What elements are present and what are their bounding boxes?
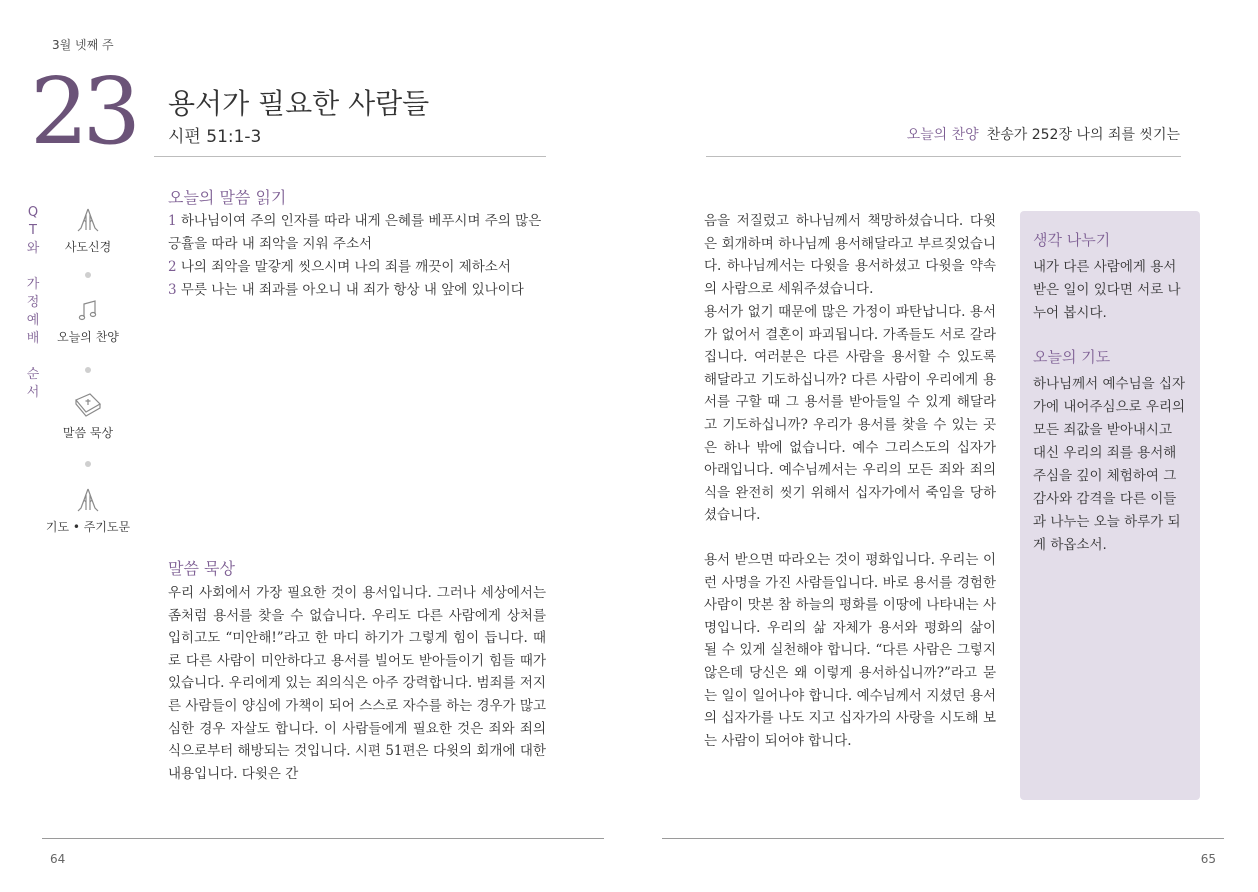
sidebar-item-label: 오늘의 찬양: [57, 330, 119, 344]
vertical-char: 서: [26, 385, 40, 400]
vertical-char: 와: [26, 241, 40, 256]
page-title: 용서가 필요한 사람들: [168, 87, 430, 120]
vertical-char: 예: [26, 313, 40, 328]
day-number: 23: [30, 58, 136, 165]
verse-number: 2: [168, 259, 177, 275]
verse: [168, 210, 548, 256]
sidebar-item-hymn: [48, 298, 128, 345]
sidebar-item-meditation: [48, 390, 128, 441]
sidebar-dot: [85, 461, 91, 467]
vertical-char: 배: [26, 331, 40, 346]
title-rule-left: [154, 156, 546, 157]
prayer-heading: 오늘의 기도: [1033, 348, 1111, 366]
vertical-char: T: [29, 223, 37, 238]
hymn-text: 찬송가 252장 나의 죄를 씻기는: [986, 127, 1180, 143]
verse: [168, 256, 548, 279]
footer-rule-left: [42, 838, 604, 839]
vertical-char: 순: [26, 367, 40, 382]
verse-number: 3: [168, 282, 177, 298]
page-number-right: 65: [1200, 852, 1216, 866]
sidebar-item-label: 말씀 묵상: [62, 426, 114, 440]
share-heading: 생각 나누기: [1033, 231, 1111, 249]
vertical-char: 가: [26, 277, 40, 292]
prayer-text: 하나님께서 예수님을 십자가에 내어주심으로 우리의 모든 죄값을 받아내시고 대신 우리의 죄를 용서해주심을 깊이 체험하여 그 감사와 감격을 다른 이들과 나누는 오늘 하루가 되게 하옵소서.: [1033, 376, 1186, 553]
footer-rule-right: [662, 838, 1224, 839]
sidebar-dot: [85, 367, 91, 373]
praying-hands-icon: [73, 486, 103, 514]
vertical-section-label: [24, 204, 42, 402]
meditation-text-right-1: 음을 저질렀고 하나님께서 책망하셨습니다. 다윗은 회개하며 하나님께 용서해달라고 부르짖었습니다. 하나님께서는 다윗을 용서하셨고 다윗을 약속의 사람으로 세워주셨습니다.: [704, 213, 996, 297]
hymn-label: 오늘의 찬양: [906, 127, 979, 143]
title-rule-right: [706, 156, 1181, 157]
verse-number: 1: [168, 213, 177, 229]
reading-heading: 오늘의 말씀 읽기: [168, 188, 287, 207]
sidebar-item-label: 사도신경: [64, 240, 112, 254]
music-note-icon: [75, 298, 101, 324]
sidebar-item-creed: [48, 206, 128, 255]
verse-text: 하나님이여 주의 인자를 따라 내게 은혜를 베푸시며 주의 많은 긍휼을 따라 내 죄악을 지워 주소서: [168, 213, 542, 252]
share-text: 내가 다른 사람에게 용서 받은 일이 있다면 서로 나누어 봅시다.: [1033, 259, 1181, 321]
meditation-text-right-2: 용서가 없기 때문에 많은 가정이 파탄납니다. 용서가 없어서 결혼이 파괴됩니다. 가족들도 서로 갈라집니다. 여러분은 다른 사람을 용서할 수 있도록 해달라고 기도하십니까? 다른 사람이 우리에게 용서를 구할 때 그 용서를 받아들일 수 있게 해달라고 기도하십니까? 우리가 용서를 찾을 수 있는 곳은 하나 밖에 없습니다. 예수 그리스도의 십자가 아래입니다. 예수님께서는 우리의 모든 죄와 죄의식을 완전히 씻기 위해서 십자가에서 죽임을 당하셨습니다.: [704, 304, 996, 524]
sidebar-dot: [85, 272, 91, 278]
vertical-char: Q: [27, 205, 39, 220]
bible-icon: [72, 390, 104, 420]
sidebar-item-label: 기도 • 주기도문: [45, 520, 131, 534]
meditation-text-right-3: 용서 받으면 따라오는 것이 평화입니다. 우리는 이런 사명을 가진 사람들입니다. 바로 용서를 경험한 사람이 맛본 참 하늘의 평화를 이땅에 나타내는 사명입니다. 우리의 삶 자체가 용서와 평화의 삶이 될 수 있게 실천해야 합니다. “다른 사람은 그렇지 않은데 당신은 왜 이렇게 용서하십니까?”라고 묻는 일이 일어나야 합니다. 예수님께서 지셨던 용서의 십자가를 나도 지고 십자가의 사랑을 시도해 보는 사람이 되어야 합니다.: [704, 552, 996, 749]
week-label: 3월 넷째 주: [52, 38, 114, 52]
vertical-char: 정: [26, 295, 40, 310]
verse-text: 나의 죄악을 말갛게 씻으시며 나의 죄를 깨끗이 제하소서: [176, 259, 511, 275]
scripture-reference: 시편 51:1-3: [168, 127, 262, 147]
verse-text: 무릇 나는 내 죄과를 아오니 내 죄가 항상 내 앞에 있나이다: [176, 282, 524, 298]
scripture-text: [168, 210, 548, 302]
hymn-line: [907, 124, 1180, 144]
sidebar-item-prayer: [44, 486, 132, 535]
praying-hands-icon: [73, 206, 103, 234]
meditation-heading: 말씀 묵상: [168, 559, 235, 578]
verse: [168, 279, 548, 302]
meditation-text-left: 우리 사회에서 가장 필요한 것이 용서입니다. 그러나 세상에서는 좀처럼 용서를 찾을 수 없습니다. 우리도 다른 사람에게 상처를 입히고도 “미안해!”라고 한 마디 하기가 그렇게 힘이 듭니다. 때로 다른 사람이 미안하다고 용서를 빌어도 받아들이기 힘들 때가 있습니다. 우리에게 있는 죄의식은 아주 강력합니다. 범죄를 저지른 사람들이 양심에 가책이 되어 스스로 자수를 하는 경우가 많고 심한 경우 자살도 합니다. 이 사람들에게 필요한 것은 죄와 죄의식으로부터 해방되는 것입니다. 시편 51편은 다윗의 회개에 대한 내용입니다. 다윗은 간: [168, 585, 546, 782]
page-number-left: 64: [50, 852, 66, 866]
